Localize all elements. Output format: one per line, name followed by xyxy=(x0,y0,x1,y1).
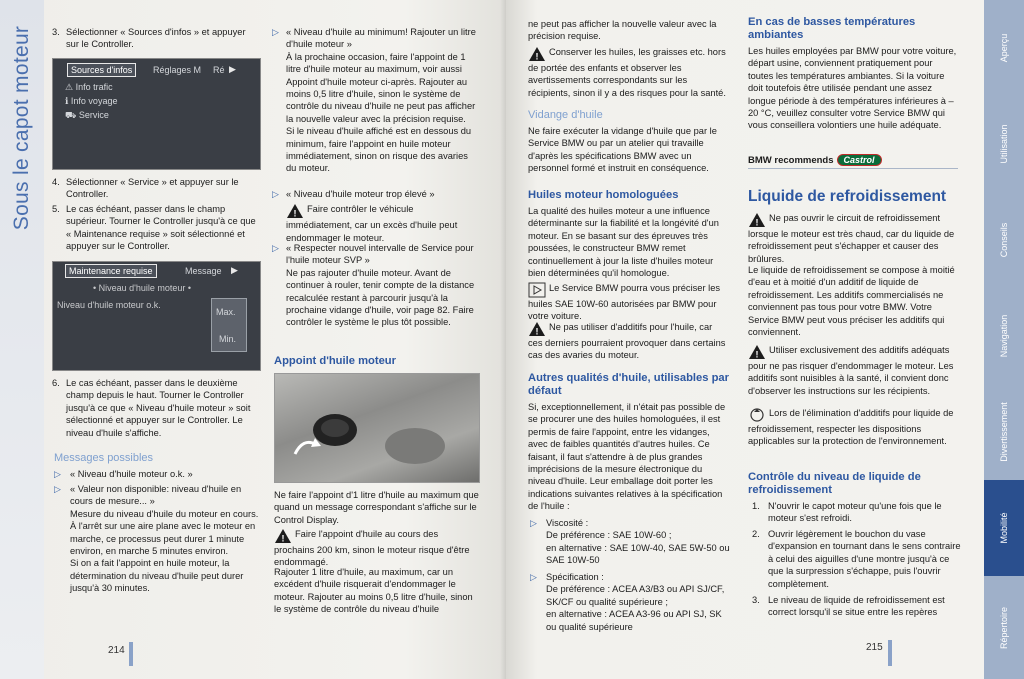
divider xyxy=(748,168,958,169)
svg-text:!: ! xyxy=(755,217,759,228)
chapter-tab-bar xyxy=(984,0,1024,679)
castrol-logo: Castrol xyxy=(837,154,882,166)
screen-tab-maintenance: Maintenance requise xyxy=(65,264,157,278)
right-page xyxy=(506,0,1024,679)
screen-arrow-icon: ▶ xyxy=(229,64,236,74)
warning-additifs: ! Ne pas utiliser d'additifs pour l'huile, car ces derniers pourraient provoquer dans certains cas des avaries du moteur. xyxy=(528,322,726,361)
screen-item-voyage: ℹ Info voyage xyxy=(65,96,118,106)
specification-item: ▷ Spécification : De préférence : ACEA A3/B3 ou API SJ/CF, SK/CF ou qualité supérieure ; en alternative : ACEA A3-96 ou API SJ, SK ou qualité supérieure xyxy=(530,572,725,632)
tab-repertoire[interactable]: Répertoire xyxy=(984,576,1024,679)
svg-text:!: ! xyxy=(755,349,759,360)
appoint-heading: Appoint d'huile moteur xyxy=(274,355,396,367)
message-trop-eleve: ▷ « Niveau d'huile moteur trop élevé » ! Faire contrôler le véhicule immédiatement, car un excès d'huile peut endommager le moteur. xyxy=(272,189,458,243)
vidange-heading: Vidange d'huile xyxy=(528,109,603,121)
liquide-heading: Liquide de refroidissement xyxy=(748,188,947,205)
viscosite-item: ▷ Viscosité : De préférence : SAE 10W-60 ; en alternative : SAE 10W-40, SAE 5W-50 ou SAE 10W-50 xyxy=(530,518,730,566)
tab-divertissement[interactable]: Divertissement xyxy=(984,384,1024,481)
step-5: 5. Le cas échéant, passer dans le champ supérieur. Tourner le Controller jusqu'à ce que « Maintenance requise » soit sélectionné et appuyer sur le Controller. xyxy=(52,204,256,252)
arrow-bullet-icon: ▷ xyxy=(54,484,61,494)
svg-text:!: ! xyxy=(535,51,539,62)
warning-triangle-icon xyxy=(748,344,766,360)
additifs-warning: ! Utiliser exclusivement des additifs adéquats pour ne pas risquer d'endommager le moteur. Les additifs sont nuisibles à la santé, il convient donc d'observer les instructions sur les récipients. xyxy=(748,345,954,396)
idrive-screen-maintenance xyxy=(52,261,261,371)
controle-step-2: 2. Ouvrir légèrement le bouchon du vase d'expansion en tournant dans le sens contraire à celui des aiguilles d'une montre jusqu'à ce que la surpression s'échappe, puis l'ouvrir complètement. xyxy=(752,529,961,589)
traffic-icon: ⚠ xyxy=(65,82,76,92)
screen-arrow-icon: ▶ xyxy=(231,265,238,275)
homolog-text: La qualité des huiles moteur a une influence déterminante sur la fiabilité et la longévité d'un moteur. En se basant sur des épreuves très poussées, le constructeur BMW remet continuellement à jour la liste d'huiles moteur bien déterminées qu'il homologue. xyxy=(528,206,719,279)
car-icon: ⛟ xyxy=(65,110,79,120)
messages-heading: Messages possibles xyxy=(54,452,154,464)
engine-bay-photo xyxy=(274,373,480,483)
message-item-mesure: ▷ « Valeur non disponible: niveau d'huile en cours de mesure... » Mesure du niveau d'huile du moteur en cours. À l'arrêt sur une aire plane avec le moteur en marche, ce processus peut durer 1 minute environ, en marche 5 minutes environ. Si on a fait l'appoint en huile moteur, la détermination du niveau d'huile peut durer jusqu'à 30 minutes. xyxy=(54,484,259,594)
step-4: 4. Sélectionner « Service » et appuyer sur le Controller. xyxy=(52,177,239,200)
message-item-ok: ▷ « Niveau d'huile moteur o.k. » xyxy=(54,469,193,479)
basses-temp-heading: En cas de basses températures ambiantes xyxy=(748,16,916,41)
tab-mobilite[interactable]: Mobilité xyxy=(984,480,1024,577)
screen-oil-status: Niveau d'huile moteur o.k. xyxy=(57,300,161,310)
left-side-band xyxy=(0,0,44,679)
warning-triangle-icon xyxy=(286,203,304,219)
svg-text:!: ! xyxy=(281,533,285,544)
screen-item-service: ⛟ Service xyxy=(65,110,109,120)
svg-text:!: ! xyxy=(293,208,297,219)
appoint-warning: ! Faire l'appoint d'huile au cours des prochains 200 km, sinon le moteur risque d'être endommagé. xyxy=(274,529,470,568)
screen-tab-sources: Sources d'infos xyxy=(67,63,136,77)
autres-heading: Autres qualités d'huile, utilisables par défaut xyxy=(528,372,729,397)
oil-cap-illustration xyxy=(275,374,479,482)
recycle-icon xyxy=(748,407,766,423)
page-number-right: 215 xyxy=(866,642,883,653)
warning-triangle-icon xyxy=(748,212,766,228)
screen-tab-message: Message xyxy=(185,266,222,276)
warning-triangle-icon xyxy=(528,46,546,62)
recycle-note: Lors de l'élimination d'additifs pour liquide de refroidissement, respecter les dispositions applicables sur la protection de l'environnement. xyxy=(748,408,954,447)
warning-children: ! Conserver les huiles, les graisses etc. hors de portée des enfants et observer les avertissements correspondants sur les récipients, sinon il y a des risques pour la santé. xyxy=(528,47,726,98)
tab-apercu[interactable]: Aperçu xyxy=(984,0,1024,97)
info-note: Le Service BMW pourra vous préciser les huiles SAE 10W-60 autorisées par BMW pour votre voiture. xyxy=(528,283,721,322)
idrive-screen-sources xyxy=(52,58,261,170)
screen-tab-3: Ré xyxy=(213,65,225,75)
appoint-text-2: Rajouter 1 litre d'huile, au maximum, car un excédent d'huile risquerait d'endommager le moteur. Rajouter au moins 0,5 litre d'huile, sinon le système de contrôle du niveau d'huile xyxy=(274,567,473,615)
arrow-bullet-icon: ▷ xyxy=(272,189,279,199)
controle-step-3: 3. Le niveau de liquide de refroidissement est correct lorsqu'il se situe entre les repères xyxy=(752,595,945,618)
arrow-bullet-icon: ▷ xyxy=(272,27,279,37)
controle-step-1: 1. N'ouvrir le capot moteur qu'une fois que le moteur s'est refroidi. xyxy=(752,501,942,524)
continued-text: ne peut pas afficher la nouvelle valeur avec la précision requise. xyxy=(528,19,717,42)
step-6: 6. Le cas échéant, passer dans le deuxième champ depuis le haut. Tourner le Controller jusqu'à ce que « Niveau d'huile moteur » soit sélectionné et appuyer sur le Controller. Le niveau d'huile s'affiche. xyxy=(52,378,251,438)
arrow-bullet-icon: ▷ xyxy=(54,469,61,479)
vidange-text: Ne faire exécuter la vidange d'huile que par le Service BMW ou par un atelier qui travaille d'après les spécifications BMW avec un personnel formé et instruit en conséquence. xyxy=(528,126,717,174)
warning-triangle-icon xyxy=(528,321,546,337)
controle-heading: Contrôle du niveau de liquide de refroidissement xyxy=(748,471,921,496)
info-arrow-icon xyxy=(528,282,546,298)
screen-oil-title: • Niveau d'huile moteur • xyxy=(93,283,192,293)
tab-conseils[interactable]: Conseils xyxy=(984,192,1024,289)
svg-text:!: ! xyxy=(535,326,539,337)
info-icon: ℹ xyxy=(65,96,71,106)
basses-temp-text: Les huiles employées par BMW pour votre voiture, départ usine, conviennent pratiquement pour toutes les températures ambiantes. Si la voiture doit toutefois être utilisée pendant une assez longue période à des températures inférieures à –20 °C, veuillez consulter votre Service BMW qui vous conseillera volontiers une huile adéquate. xyxy=(748,46,957,131)
message-minimum: ▷ « Niveau d'huile au minimum! Rajouter un litre d'huile moteur » À la prochaine occasion, faire l'appoint de 1 litre d'huile moteur au maximum, voir aussi Appoint d'huile moteur ci-après. Rajouter au moins 0,5 litre d'huile, sinon le système de contrôle du niveau d'huile ne peut pas afficher la nouvelle valeur avec la précision requise. Si le niveau d'huile affiché est en dessous du minimum, faire l'appoint en huile moteur immédiatement, sinon on risque des avaries du moteur. xyxy=(272,27,476,174)
homolog-heading: Huiles moteur homologuées xyxy=(528,189,679,201)
screen-item-trafic: ⚠ Info trafic xyxy=(65,82,113,92)
arrow-bullet-icon: ▷ xyxy=(530,572,537,582)
arrow-bullet-icon: ▷ xyxy=(272,243,279,253)
liquide-warning: ! Ne pas ouvrir le circuit de refroidissement lorsque le moteur est très chaud, car du liquide de refroidissement peut s'échapper et causer des brûlures. xyxy=(748,213,955,264)
appoint-text: Ne faire l'appoint d'1 litre d'huile au maximum que quand un message correspondant s'affiche sur le Control Display. xyxy=(274,490,479,525)
message-intervalle: ▷ « Respecter nouvel intervalle de Service pour l'huile moteur SVP » Ne pas rajouter d'huile moteur. Avant de continuer à rouler, tenir compte de la distance recalculée restant à parcourir jusqu'à la prochaine vidange d'huile, voir page 82. Faire contrôler le système le plus tôt possible. xyxy=(272,243,475,328)
gauge-max-label: Max. xyxy=(216,307,236,317)
screen-tab-reglages: Réglages M xyxy=(153,65,202,75)
gauge-min-label: Min. xyxy=(219,334,237,344)
chapter-side-title: Sous le capot moteur xyxy=(10,25,33,231)
tab-navigation[interactable]: Navigation xyxy=(984,288,1024,385)
arrow-bullet-icon: ▷ xyxy=(530,518,537,528)
tab-utilisation[interactable]: Utilisation xyxy=(984,96,1024,193)
step-3: 3. Sélectionner « Sources d'infos » et appuyer sur le Controller. xyxy=(52,27,246,50)
autres-text: Si, exceptionnellement, il n'était pas possible de se procurer une des huiles homologuées, il est permis de faire l'appoint, entre les vidanges, avec de faibles quantités d'autres huiles. Ce faisant, il faut s'attendre à de plus grandes imprécisions de la mesure électronique du niveau d'huile. Leur emballage doit porter les indications suivantes relatives à la spécification de l'huile : xyxy=(528,402,726,512)
page-marker xyxy=(888,640,892,666)
warning-triangle-icon xyxy=(274,528,292,544)
left-page xyxy=(0,0,506,679)
liquide-text: Le liquide de refroidissement se compose à moitié d'eau et à moitié d'un additif de liquide de refroidissement. Les additifs commercialisés ne conviennent pas tous pour votre BMW. Votre Service BMW peut vous préciser les additifs qui conviennent. xyxy=(748,265,955,338)
page-number-left: 214 xyxy=(108,645,125,656)
page-marker xyxy=(129,642,133,666)
bmw-recommends: BMW recommends Castrol xyxy=(748,154,882,166)
